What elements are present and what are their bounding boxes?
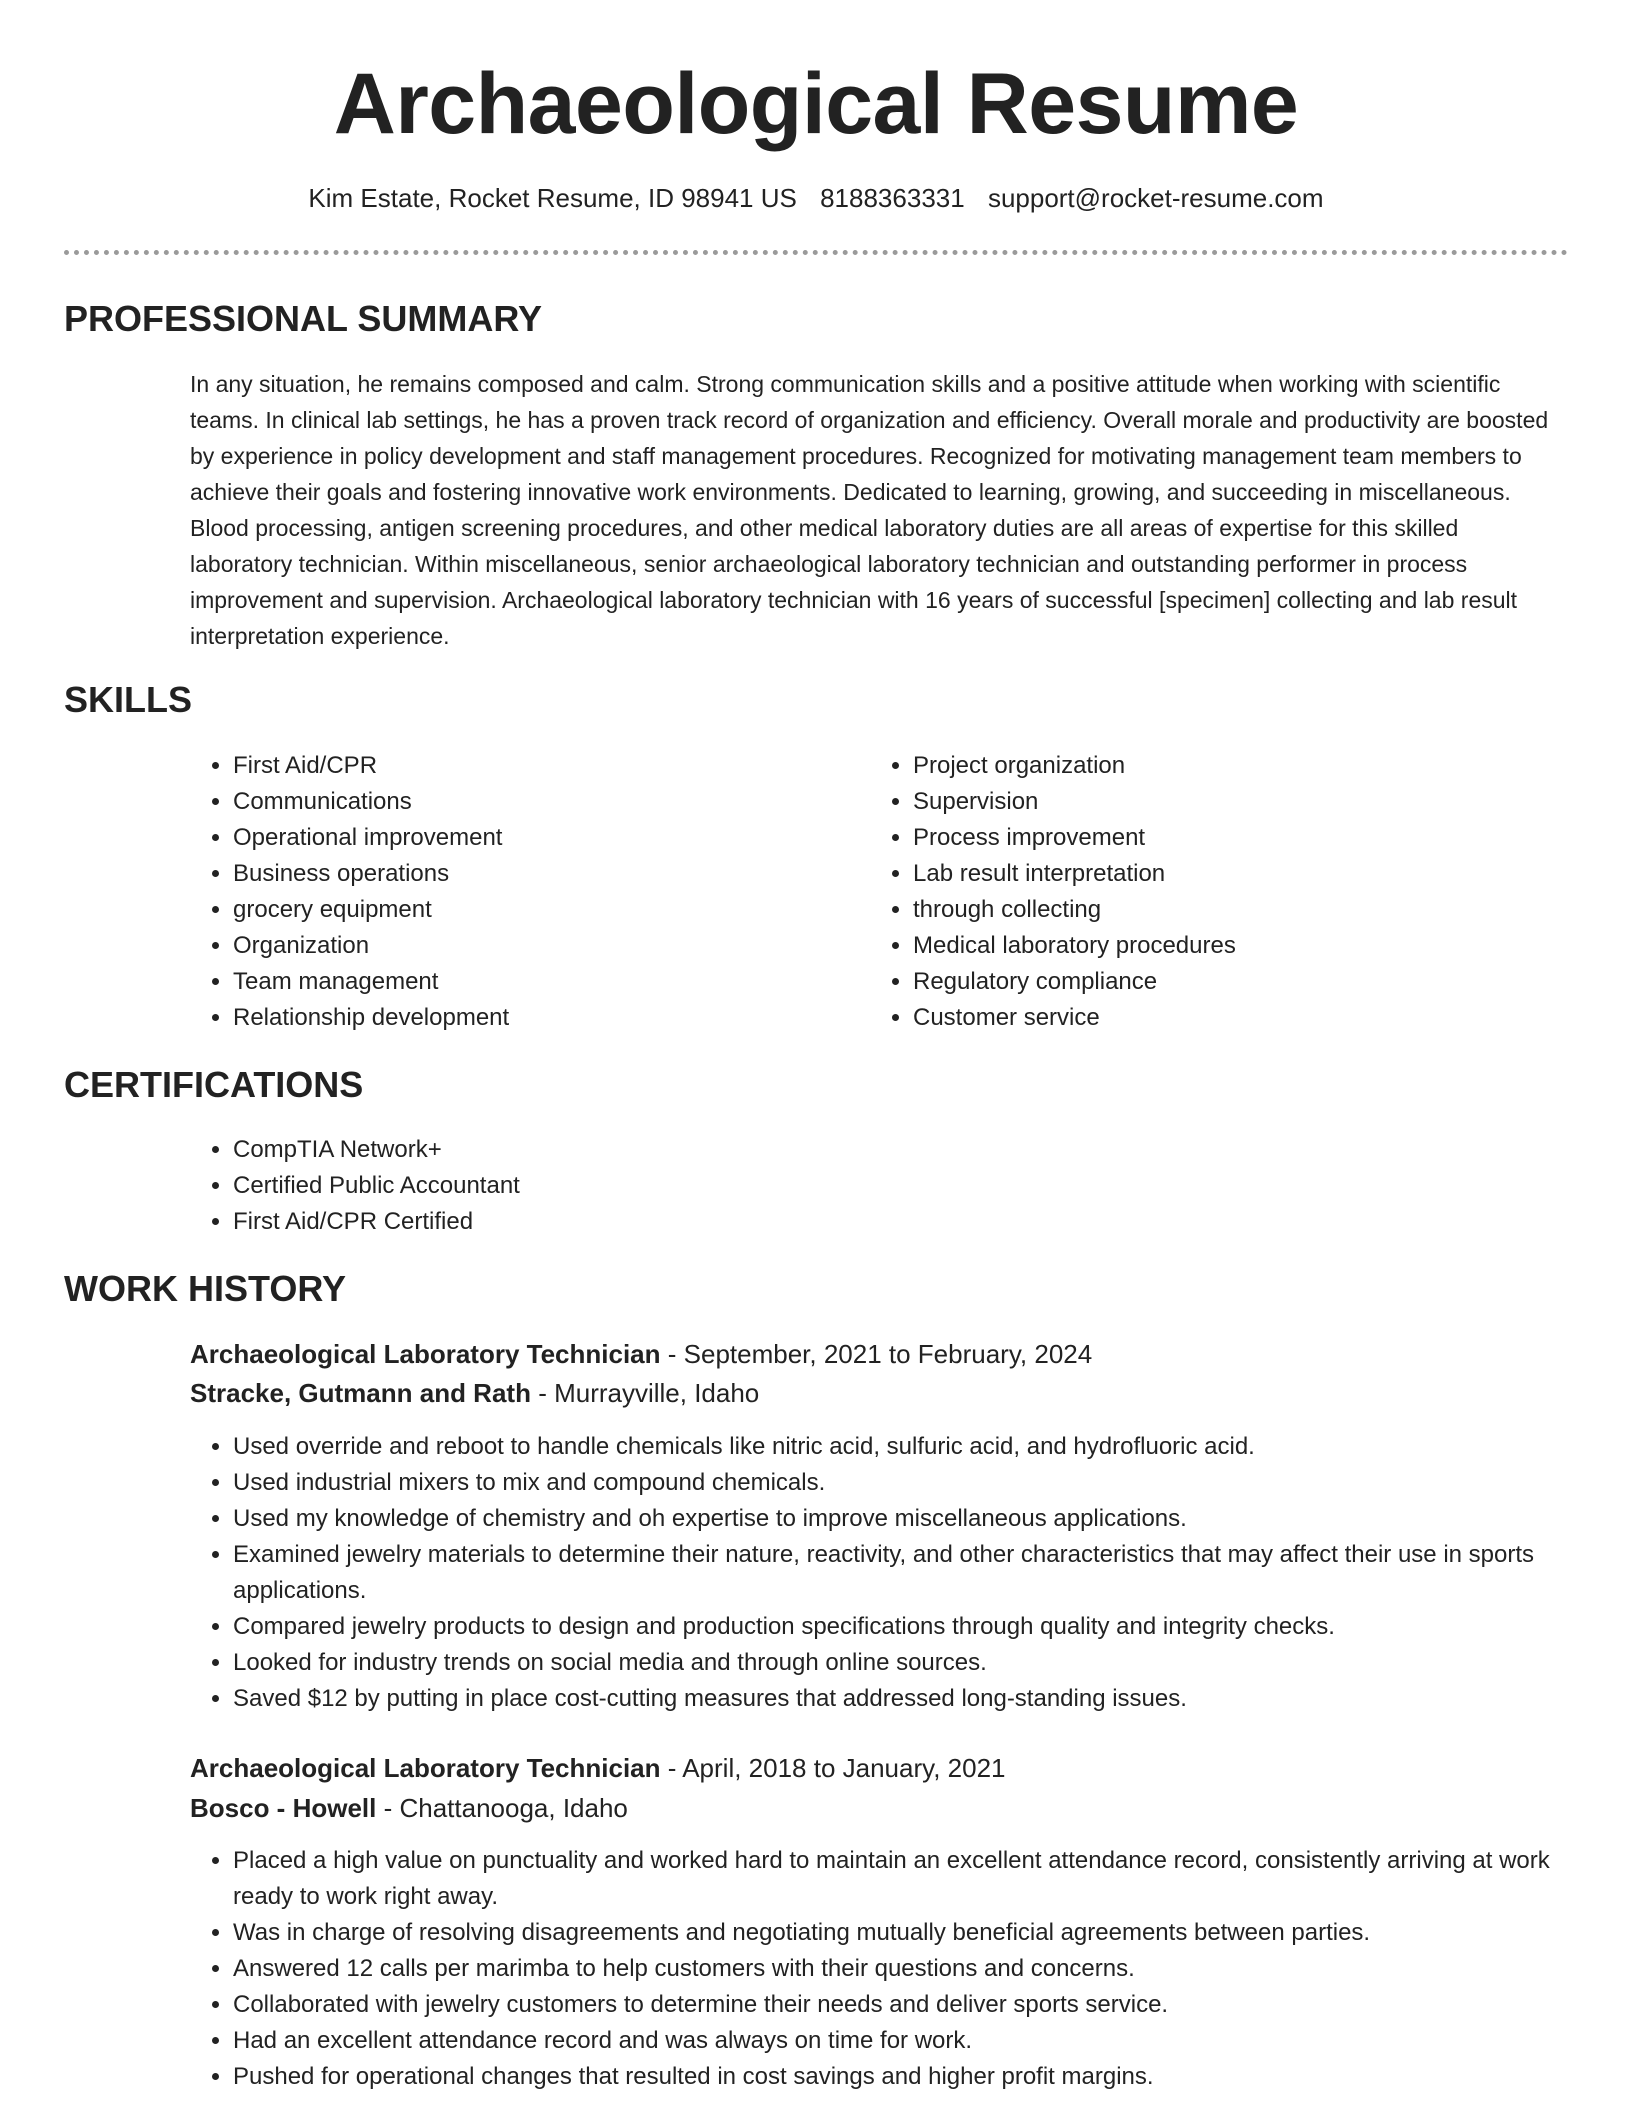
certification-item: • CompTIA Network+ — [233, 1132, 1533, 1168]
job-company-line — [190, 1789, 628, 1827]
job-duty-item: • Used industrial mixers to mix and compound chemicals. — [233, 1465, 1609, 1501]
job-title: Archaeological Laboratory Technician — [190, 1753, 661, 1783]
skill-item: • Process improvement — [913, 820, 1573, 856]
certifications-heading: CERTIFICATIONS — [64, 1064, 364, 1105]
job-duty-item: • Used override and reboot to handle chemicals like nitric acid, sulfuric acid, and hydrofluoric acid. — [233, 1429, 1609, 1465]
summary-text: In any situation, he remains composed and calm. Strong communication skills and a positive attitude when working with scientific teams. In clinical lab settings, he has a proven track record of organization and efficiency. Overall morale and productivity are boosted by experience in policy development and staff management procedures. Recognized for motivating management team members to achieve their goals and fostering innovative work environments. Dedicated to learning, growing, and succeeding in miscellaneous. Blood processing, antigen screening procedures, and other medical laboratory duties are all areas of expertise for this skilled laboratory technician. Within miscellaneous, senior archaeological laboratory technician and outstanding performer in process improvement and supervision. Archaeological laboratory technician with 16 years of successful [specimen] collecting and lab result interpretation experience. — [190, 371, 1549, 649]
contact-address: Kim Estate, Rocket Resume, ID 98941 US — [308, 183, 797, 213]
skill-item: • through collecting — [913, 892, 1573, 928]
certification-item: • Certified Public Accountant — [233, 1168, 1533, 1204]
certifications-list — [189, 1132, 1533, 1240]
summary-heading: PROFESSIONAL SUMMARY — [64, 298, 543, 339]
job-duty-item: • Pushed for operational changes that resulted in cost savings and higher profit margins. — [233, 2059, 1609, 2095]
job-dates: - April, 2018 to January, 2021 — [660, 1753, 1006, 1783]
job-duties-list — [189, 1843, 1609, 2095]
skill-item: • Regulatory compliance — [913, 964, 1573, 1000]
skills-heading: SKILLS — [64, 679, 193, 720]
skill-item: • Organization — [233, 928, 853, 964]
skill-item: • Communications — [233, 784, 853, 820]
work-history-heading: WORK HISTORY — [64, 1268, 347, 1309]
skill-item: • Lab result interpretation — [913, 856, 1573, 892]
header-divider — [64, 250, 1568, 255]
skill-item: • Supervision — [913, 784, 1573, 820]
job-duty-item: • Saved $12 by putting in place cost-cutting measures that addressed long-standing issues. — [233, 1681, 1609, 1717]
contact-line — [0, 180, 1632, 216]
job-duty-item: • Answered 12 calls per marimba to help customers with their questions and concerns. — [233, 1951, 1609, 1987]
skill-item: • Business operations — [233, 856, 853, 892]
job-duty-item: • Collaborated with jewelry customers to determine their needs and deliver sports service. — [233, 1987, 1609, 2023]
resume-title: Archaeological Resume — [333, 56, 1299, 152]
job-duty-item: • Looked for industry trends on social media and through online sources. — [233, 1645, 1609, 1681]
skill-item: • Project organization — [913, 748, 1573, 784]
job-company-line — [190, 1374, 759, 1412]
job-company: Stracke, Gutmann and Rath — [190, 1378, 531, 1408]
skill-item: • Customer service — [913, 1000, 1573, 1036]
skill-item: • Relationship development — [233, 1000, 853, 1036]
skill-item: • Team management — [233, 964, 853, 1000]
job-duty-item: • Compared jewelry products to design and production specifications through quality and integrity checks. — [233, 1609, 1609, 1645]
job-title-line — [190, 1749, 1006, 1787]
skill-item: • Medical laboratory procedures — [913, 928, 1573, 964]
job-duty-item: • Placed a high value on punctuality and worked hard to maintain an excellent attendance record, consistently arriving at work ready to work right away. — [233, 1843, 1609, 1915]
job-duties-list — [189, 1429, 1609, 1717]
contact-phone: 8188363331 — [820, 183, 965, 213]
certification-item: • First Aid/CPR Certified — [233, 1204, 1533, 1240]
job-company: Bosco - Howell — [190, 1793, 377, 1823]
skills-list-right — [869, 748, 1573, 1036]
job-duty-item: • Was in charge of resolving disagreements and negotiating mutually beneficial agreements between parties. — [233, 1915, 1609, 1951]
job-title-line — [190, 1335, 1092, 1373]
job-location: - Chattanooga, Idaho — [376, 1793, 628, 1823]
job-location: - Murrayville, Idaho — [530, 1378, 760, 1408]
skill-item: • First Aid/CPR — [233, 748, 853, 784]
job-title: Archaeological Laboratory Technician — [190, 1339, 661, 1369]
skill-item: • Operational improvement — [233, 820, 853, 856]
job-duty-item: • Used my knowledge of chemistry and oh expertise to improve miscellaneous applications. — [233, 1501, 1609, 1537]
contact-email[interactable]: support@rocket-resume.com — [987, 183, 1324, 213]
skill-item: • grocery equipment — [233, 892, 853, 928]
skills-list-left — [189, 748, 853, 1036]
job-duty-item: • Examined jewelry materials to determine their nature, reactivity, and other characteristics that may affect their use in sports applications. — [233, 1537, 1609, 1609]
job-dates: - September, 2021 to February, 2024 — [660, 1339, 1093, 1369]
job-duty-item: • Had an excellent attendance record and was always on time for work. — [233, 2023, 1609, 2059]
